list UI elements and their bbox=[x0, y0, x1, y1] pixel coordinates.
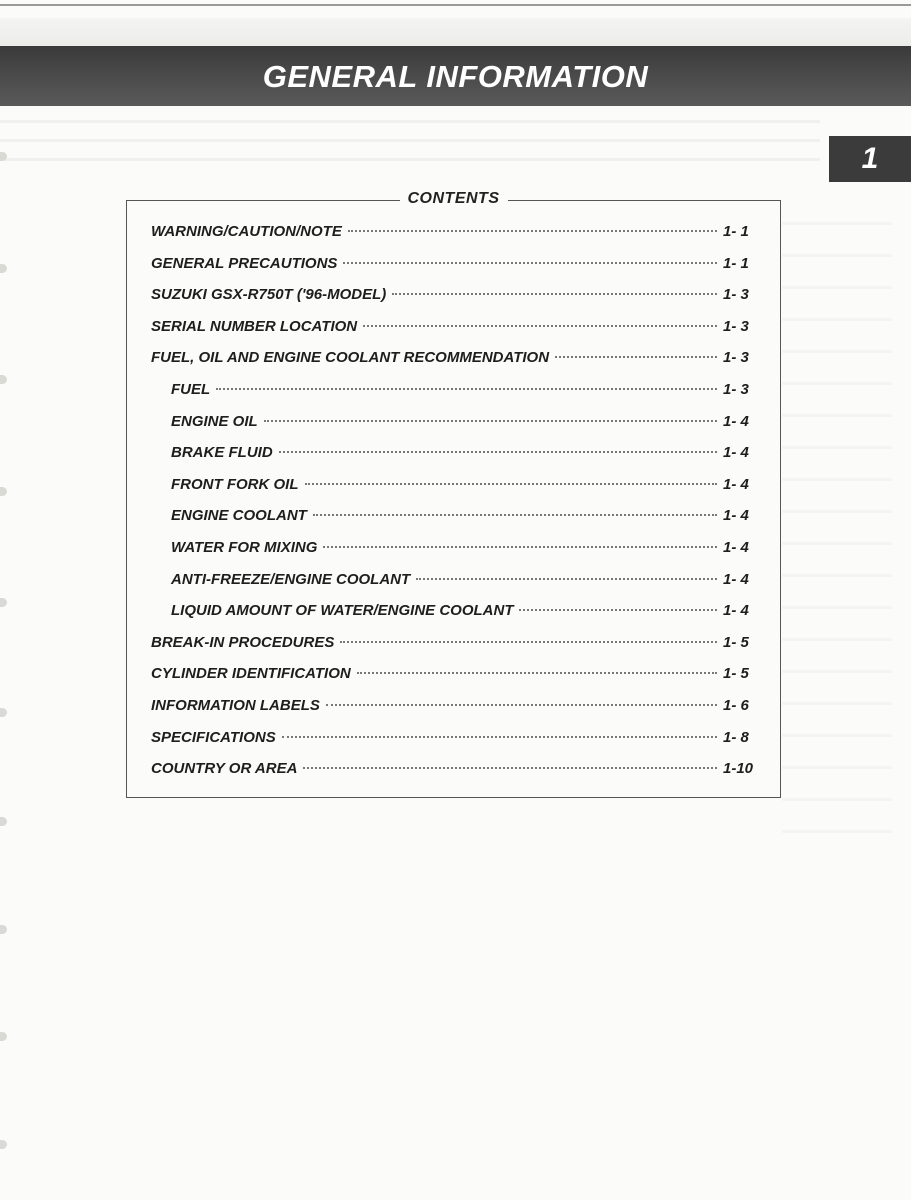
toc-entry-label: FUEL bbox=[171, 380, 211, 398]
bleed-through-area bbox=[0, 18, 911, 46]
toc-entry-label: INFORMATION LABELS bbox=[151, 696, 320, 714]
toc-entry-page: 1- 4 bbox=[723, 570, 749, 588]
toc-entry-label: SUZUKI GSX-R750T ('96-MODEL) bbox=[151, 286, 387, 304]
toc-entry-label: SERIAL NUMBER LOCATION bbox=[151, 317, 358, 335]
toc-entry-page: 1- 5 bbox=[723, 665, 749, 683]
toc-entry[interactable] bbox=[151, 381, 763, 413]
dot-leader bbox=[279, 451, 717, 453]
toc-entry-label: LIQUID AMOUNT OF WATER/ENGINE COOLANT bbox=[171, 602, 514, 620]
toc-entry-page: 1-10 bbox=[723, 760, 754, 778]
punch-hole bbox=[0, 487, 7, 496]
toc-entry[interactable] bbox=[151, 413, 763, 445]
dot-leader bbox=[357, 672, 717, 674]
toc-entry-label: FRONT FORK OIL bbox=[171, 475, 299, 493]
punch-hole bbox=[0, 1032, 7, 1041]
toc-entry-page: 1- 4 bbox=[723, 444, 749, 462]
dot-leader bbox=[264, 420, 717, 422]
dot-leader bbox=[343, 262, 717, 264]
dot-leader bbox=[323, 546, 717, 548]
page-title: GENERAL INFORMATION bbox=[262, 59, 649, 94]
toc-entry-label: WARNING/CAUTION/NOTE bbox=[151, 223, 342, 240]
top-rule bbox=[0, 4, 911, 6]
toc-entry-page: 1- 3 bbox=[723, 286, 749, 304]
punch-hole bbox=[0, 817, 7, 826]
toc-entry-label: FUEL, OIL AND ENGINE COOLANT RECOMMENDATION bbox=[151, 349, 550, 367]
toc-entry-page: 1- 5 bbox=[723, 633, 749, 651]
dot-leader bbox=[282, 736, 717, 738]
chapter-number: 1 bbox=[861, 142, 879, 175]
dot-leader bbox=[216, 388, 717, 390]
bleed-through-text-right bbox=[782, 200, 892, 840]
bleed-through-text bbox=[0, 110, 820, 170]
toc-entry-label: BRAKE FLUID bbox=[171, 444, 273, 462]
toc-entry-page: 1- 6 bbox=[723, 696, 749, 714]
toc-entry[interactable] bbox=[151, 760, 763, 792]
toc-entry-label: CYLINDER IDENTIFICATION bbox=[151, 665, 351, 683]
dot-leader bbox=[348, 230, 717, 232]
toc-entry-page: 1- 8 bbox=[723, 728, 749, 746]
toc-entry[interactable] bbox=[151, 444, 763, 476]
dot-leader bbox=[363, 325, 717, 327]
toc-entry-label: BREAK-IN PROCEDURES bbox=[151, 633, 335, 651]
punch-hole bbox=[0, 1140, 7, 1149]
page-header bbox=[0, 46, 911, 106]
contents-box bbox=[126, 190, 781, 798]
toc-entry-page: 1- 3 bbox=[723, 380, 749, 398]
chapter-tab[interactable] bbox=[829, 136, 911, 182]
toc-entry[interactable] bbox=[151, 286, 763, 318]
dot-leader bbox=[555, 356, 717, 358]
toc-entry[interactable] bbox=[151, 697, 763, 729]
dot-leader bbox=[340, 641, 717, 643]
toc-entry-label: ENGINE COOLANT bbox=[171, 507, 307, 525]
punch-hole bbox=[0, 264, 7, 273]
toc-entry-page: 1- 4 bbox=[723, 412, 749, 430]
toc-entry-label: ENGINE OIL bbox=[171, 412, 258, 430]
punch-hole bbox=[0, 925, 7, 934]
dot-leader bbox=[313, 514, 717, 516]
toc-entry[interactable] bbox=[151, 602, 763, 634]
toc-entry[interactable] bbox=[151, 665, 763, 697]
toc-entry-label: ANTI-FREEZE/ENGINE COOLANT bbox=[171, 570, 411, 588]
toc-entry-page: 1- 4 bbox=[723, 507, 749, 525]
toc-entry[interactable] bbox=[151, 349, 763, 381]
toc-entry-page: 1- 3 bbox=[723, 317, 749, 335]
toc-entry[interactable] bbox=[151, 476, 763, 508]
dot-leader bbox=[303, 767, 717, 769]
toc-entry-page: 1- 4 bbox=[723, 538, 749, 556]
toc-entry-label: COUNTRY OR AREA bbox=[151, 760, 298, 778]
toc-entry[interactable] bbox=[151, 507, 763, 539]
dot-leader bbox=[392, 293, 717, 295]
toc-list bbox=[151, 223, 763, 792]
toc-entry-label: SPECIFICATIONS bbox=[151, 728, 276, 746]
toc-entry-page: 1- 1 bbox=[723, 254, 749, 272]
dot-leader bbox=[416, 578, 717, 580]
toc-entry[interactable] bbox=[151, 571, 763, 603]
toc-entry-page: 1- 4 bbox=[723, 602, 749, 620]
punch-hole bbox=[0, 375, 7, 384]
toc-entry[interactable] bbox=[151, 223, 763, 255]
punch-hole bbox=[0, 708, 7, 717]
toc-entry-page: 1- 4 bbox=[723, 475, 749, 493]
toc-entry[interactable] bbox=[151, 255, 763, 287]
punch-hole bbox=[0, 598, 7, 607]
toc-entry-page: 1- 1 bbox=[723, 223, 749, 240]
toc-entry[interactable] bbox=[151, 634, 763, 666]
toc-entry[interactable] bbox=[151, 729, 763, 761]
dot-leader bbox=[519, 609, 717, 611]
toc-entry[interactable] bbox=[151, 539, 763, 571]
toc-entry-page: 1- 3 bbox=[723, 349, 749, 367]
toc-entry-label: GENERAL PRECAUTIONS bbox=[151, 254, 338, 272]
dot-leader bbox=[305, 483, 718, 485]
contents-title: CONTENTS bbox=[400, 190, 508, 208]
toc-entry-label: WATER FOR MIXING bbox=[171, 538, 318, 556]
dot-leader bbox=[326, 704, 717, 706]
toc-entry[interactable] bbox=[151, 318, 763, 350]
